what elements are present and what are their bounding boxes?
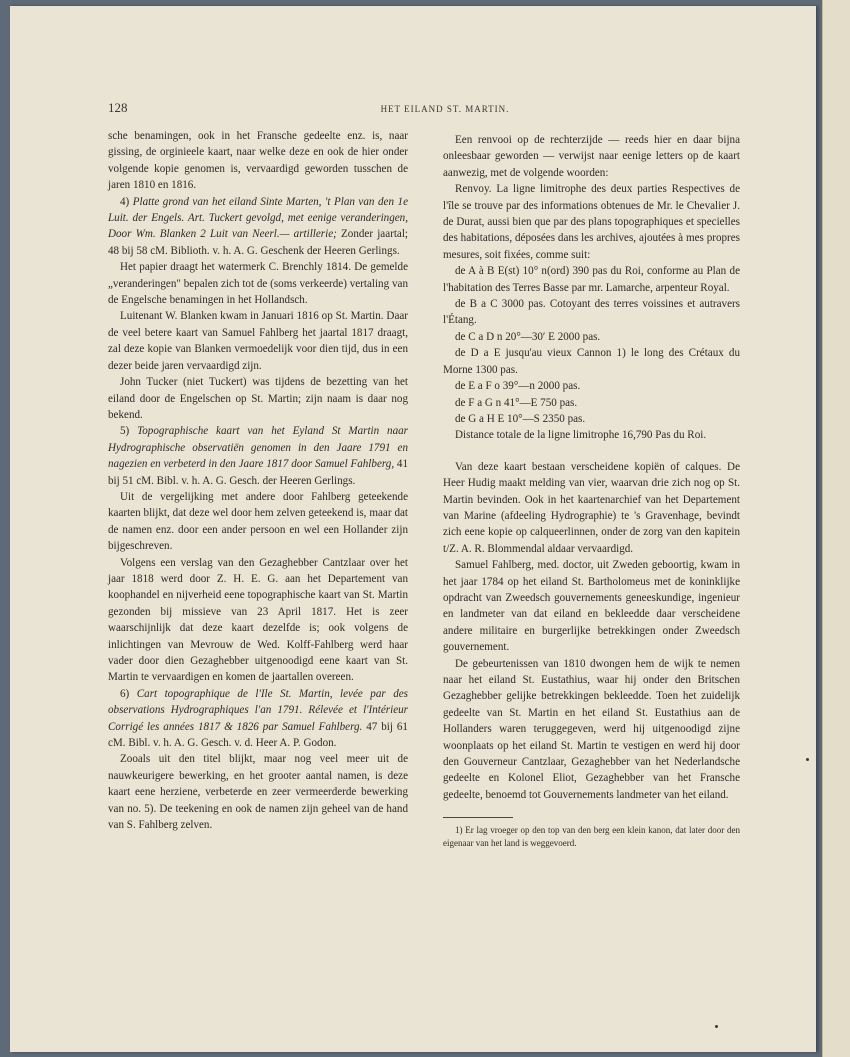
boundary-line: de F a G n 41°—E 750 pas. <box>455 396 578 409</box>
paragraph: Uit de vergelijking met andere door Fahlberg geteekende kaarten blijkt, dat deze wel door hem zelven geteekend is, maar dat de namen enz. door een ander persoon en wel een Hollander zijn bijgeschreven. <box>108 490 408 553</box>
catalog-entry-4 <box>108 194 408 260</box>
paragraph: Volgens een verslag van den Gezaghebber Cantzlaar over het jaar 1818 werd door Z. H. E. G. aan het Departement van koophandel en nijverheid eene topographische kaart van St. Martin gezonden bij missieve van 23 April 1817. Het is zeer waarschijnlijk dat deze kaart dezelfde is; ook volgens de inlichtingen van Mevrouw de Wed. Kolff-Fahlberg werd haar vader door dien Gezaghebber uitgenoodigd eene kaart van St. Martin te vervaardigen en komen de jaartallen overeen. <box>108 556 408 684</box>
paper-speck <box>715 1025 718 1028</box>
adjacent-page-edge <box>822 0 850 1057</box>
footnote-rule <box>443 817 513 818</box>
paragraph: Luitenant W. Blanken kwam in Januari 1816 op St. Martin. Daar de veel betere kaart van Samuel Fahlberg het jaartal 1817 draagt, zal deze kopie van Blanken vermoedelijk voor dien tijd, dus in een dezer beide jaren vervaardigd zijn. <box>108 310 408 372</box>
entry-details: Zonder jaartal; 48 bij 58 cM. Biblioth. v. h. A. G. Geschenk der Heeren Gerlings. <box>108 228 408 257</box>
entry-title: Topographische kaart van het Eyland St Martin naar Hydrographische observatiën genomen in den Jaare 1791 en nagezien en verbeterd in den Jaare 1817 door Samuel Fahlberg, <box>108 425 408 471</box>
boundary-line: de C a D n 20°—30′ E 2000 pas. <box>455 330 601 343</box>
paragraph: Een renvooi op de rechterzijde — reeds hier en daar bijna onleesbaar geworden — verwijst naar eenige letters op de kaart aanwezig, met de volgende woorden: <box>443 134 740 179</box>
entry-details: 47 bij 61 cM. Bibl. v. h. A. G. Gesch. v. d. Heer A. P. Godon. <box>108 720 408 750</box>
entry-title: Platte grond van het eiland Sinte Marten, 't Plan van den 1e Luit. der Engels. Art. Tuckert gevolgd, met eenige veranderingen, Door Wm. Blanken 2 Luit van Neerl.— artillerie; <box>108 195 408 241</box>
page-number: 128 <box>108 100 128 115</box>
running-head: HET EILAND ST. MARTIN. <box>380 104 510 114</box>
catalog-entry-5 <box>108 423 408 489</box>
entry-number: 6) <box>120 687 130 700</box>
boundary-line: de G a H E 10°—S 2350 pas. <box>455 412 586 425</box>
boundary-line: de A à B E(st) 10° n(ord) 390 pas du Roi, conforme au Plan de l'habitation des Terres Basse par mr. Lamarche, arpenteur Royal. <box>443 265 740 294</box>
paragraph: Van deze kaart bestaan verscheidene kopiën of calques. De Heer Hudig maakt melding van vier, waarvan drie zich nog op St. Martin bevinden. Ook in het kaartenarchief van het Departement van Marine (afdeeling Hydrographie) te 's Gravenhage, bevindt zich eene kopie op calqueerlinnen, onder de zorg van den kapitein t/Z. A. R. Blommendal aldaar vervaardigd. <box>443 460 740 555</box>
renvoi-paragraph: Renvoy. La ligne limitrophe des deux parties Respectives de l'île se trouve par des informations obtenues de Mr. le Chevalier J. de Durat, aussi bien que par des plans topographiques et specielles des habitations, déposées dans les archives, ajoutées à mes propres mesures, soit fixées, comme suit: <box>443 183 740 261</box>
entry-title: Cart topographique de l'Ile St. Martin, levée par des observations Hydrographiques l'an 1791. Rélevée et l'Intérieur Corrigé les années 1817 & 1826 par Samuel Fahlberg. <box>108 687 408 733</box>
entry-details: 41 bij 51 cM. Bibl. v. h. A. G. Gesch. der Heeren Gerlings. <box>108 458 408 487</box>
paragraph: sche benamingen, ook in het Fransche gedeelte enz. is, naar gissing, de orginieele kaart, naar welke deze en ook de hier onder volgende kopie genomen is, vervaardigd geworden tusschen de jaren 1810 en 1816. <box>108 130 408 192</box>
entry-number: 4) <box>120 195 130 208</box>
paragraph: Samuel Fahlberg, med. doctor, uit Zweden geboortig, kwam in het jaar 1784 op het eiland St. Bartholomeus met de koninklijke opdracht van Zweedsch gouvernements geneeskundige, ingenieur en landmeter van dat eiland en bekleedde daar verscheidene andere militaire en burgerlijke betrekkingen onder Zweedsch gouvernement. <box>443 559 740 654</box>
boundary-line: de D a E jusqu'au vieux Cannon 1) le long des Crétaux du Morne 1300 pas. <box>443 347 740 376</box>
paragraph: De gebeurtenissen van 1810 dwongen hem de wijk te nemen naar het eiland St. Eustathius, waar hij onder den Britschen Gezaghebber gelijke betrekkingen bekleedde. Toen het zuidelijk gedeelte van St. Martin en het eiland St. Eustathius aan de Hollanders waren teruggegeven, werd hij uitgenoodigd zijne woonplaats op het eiland St. Martin te vestigen en werd hij door den Gouverneur Cantzlaar, Gezaghebber van het Nederlandsche gedeelte en Kolonel Eliot, Gezaghebber van het Fransche gedeelte, benoemd tot Gouvernements landmeter van het eiland. <box>443 657 740 801</box>
catalog-entry-6 <box>108 686 408 752</box>
boundary-line: de E a F o 39°—n 2000 pas. <box>455 380 581 393</box>
entry-number: 5) <box>120 425 130 438</box>
right-column <box>443 132 740 850</box>
footnote: 1) Er lag vroeger op den top van den berg een klein kanon, dat later door den eigenaar van het land is weggevoerd. <box>443 825 740 849</box>
left-column <box>108 128 408 833</box>
paper-speck <box>806 758 809 761</box>
paragraph: Het papier draagt het watermerk C. Brenchly 1814. De gemelde „veranderingen" bepalen zich tot de (soms verkeerde) vertaling van de Engelsche benamingen in het Hollandsch. <box>108 261 408 307</box>
boundary-line: de B a C 3000 pas. Cotoyant des terres voissines et autravers l'Étang. <box>443 298 740 327</box>
paragraph: John Tucker (niet Tuckert) was tijdens de bezetting van het eiland door de Engelschen op St. Martin; zijn naam is daar nog bekend. <box>108 376 408 421</box>
paragraph: Zooals uit den titel blijkt, maar nog veel meer uit de nauwkeurigere bewerking, en het grooter aantal namen, is deze kaart eene herziene, verbeterde en zeer vermeerderde bewerking van no. 5). De teekening en ook de namen zijn geheel van de hand van S. Fahlberg zelven. <box>108 753 408 832</box>
boundary-total: Distance totale de la ligne limitrophe 16,790 Pas du Roi. <box>455 429 707 442</box>
